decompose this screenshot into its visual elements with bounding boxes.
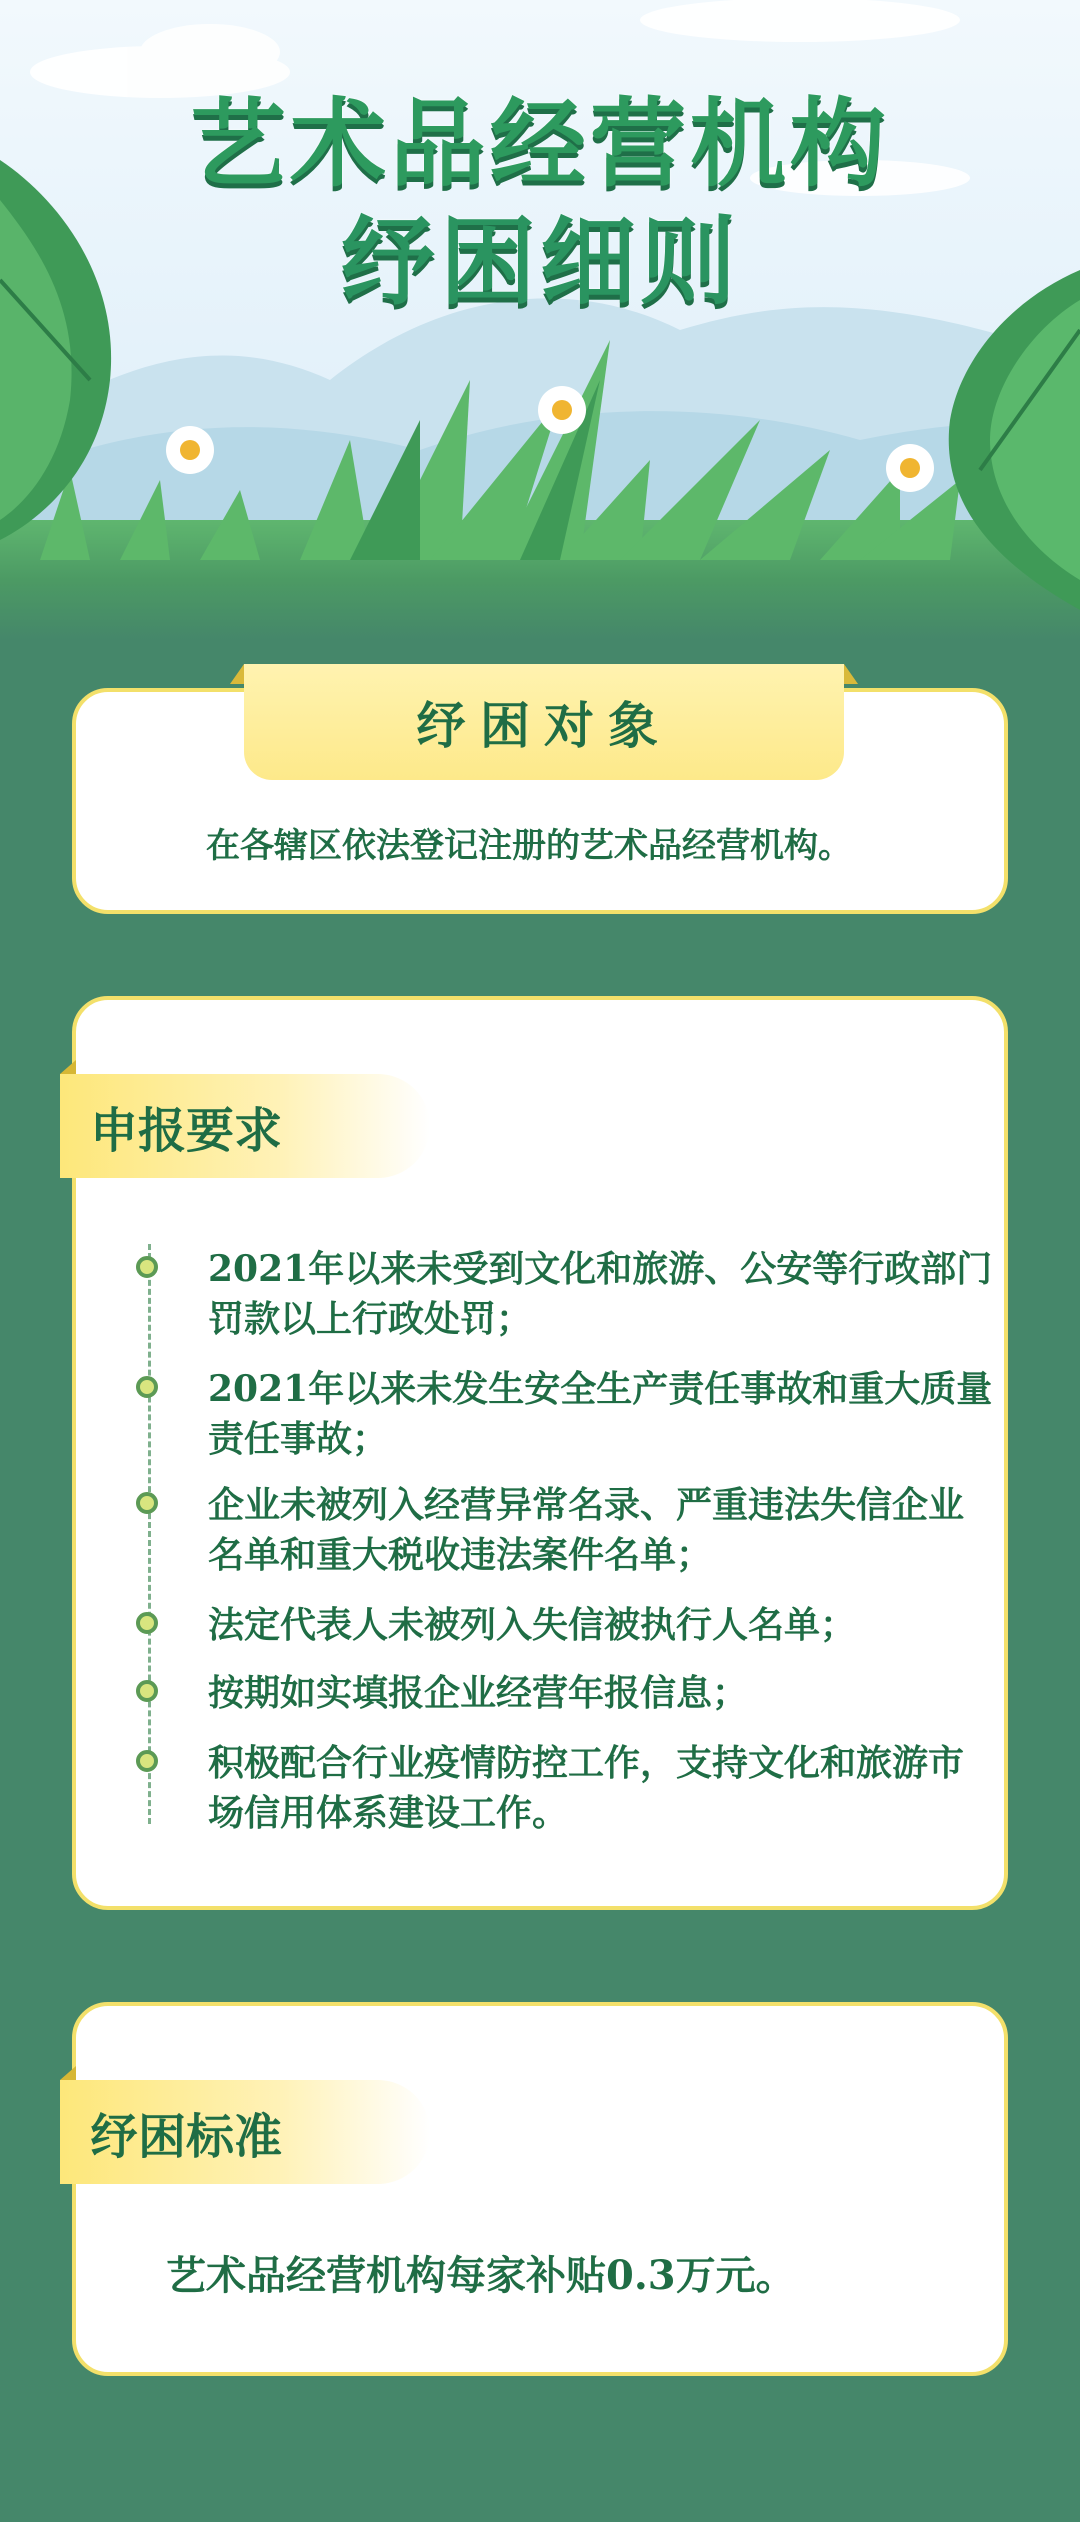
section-text: 艺术品经营机构每家补贴0.3万元。 — [166, 2252, 796, 2299]
bullet-dot-icon — [136, 1680, 158, 1702]
list-item-text: 按期如实填报企业经营年报信息； — [208, 1672, 749, 1714]
bullet-dot-icon — [136, 1256, 158, 1278]
list-item-text: 法定代表人未被列入失信被执行人名单； — [208, 1604, 857, 1646]
section-target-card — [72, 688, 1008, 914]
section-heading-tab — [60, 1074, 430, 1178]
section-standard-card — [72, 2002, 1008, 2376]
page-title-line-1: 艺术品经营机构 — [190, 88, 890, 200]
list-item-text: 2021年以来未发生安全生产责任事故和重大质量责任事故； — [208, 1368, 993, 1460]
list-item-text: 企业未被列入经营异常名录、严重违法失信企业名单和重大税收违法案件名单； — [208, 1484, 965, 1576]
timeline-dashed-line — [148, 1244, 151, 1824]
section-heading: 纾困标准 — [90, 2108, 283, 2165]
hero-banner — [0, 0, 1080, 640]
section-heading-tab — [60, 2080, 430, 2184]
section-heading: 申报要求 — [90, 1102, 283, 1159]
bullet-dot-icon — [136, 1612, 158, 1634]
bullet-dot-icon — [136, 1376, 158, 1398]
bullet-dot-icon — [136, 1750, 158, 1772]
section-text: 在各辖区依法登记注册的艺术品经营机构。 — [206, 826, 852, 866]
list-item-text: 2021年以来未受到文化和旅游、公安等行政部门罚款以上行政处罚； — [208, 1248, 993, 1340]
page-title-line-2: 纾困细则 — [340, 206, 740, 318]
section-requirements-card — [72, 996, 1008, 1910]
list-item-text: 积极配合行业疫情防控工作，支持文化和旅游市场信用体系建设工作。 — [208, 1742, 965, 1834]
bullet-dot-icon — [136, 1492, 158, 1514]
section-heading-tab — [244, 664, 844, 780]
section-heading: 纾困对象 — [416, 696, 672, 755]
